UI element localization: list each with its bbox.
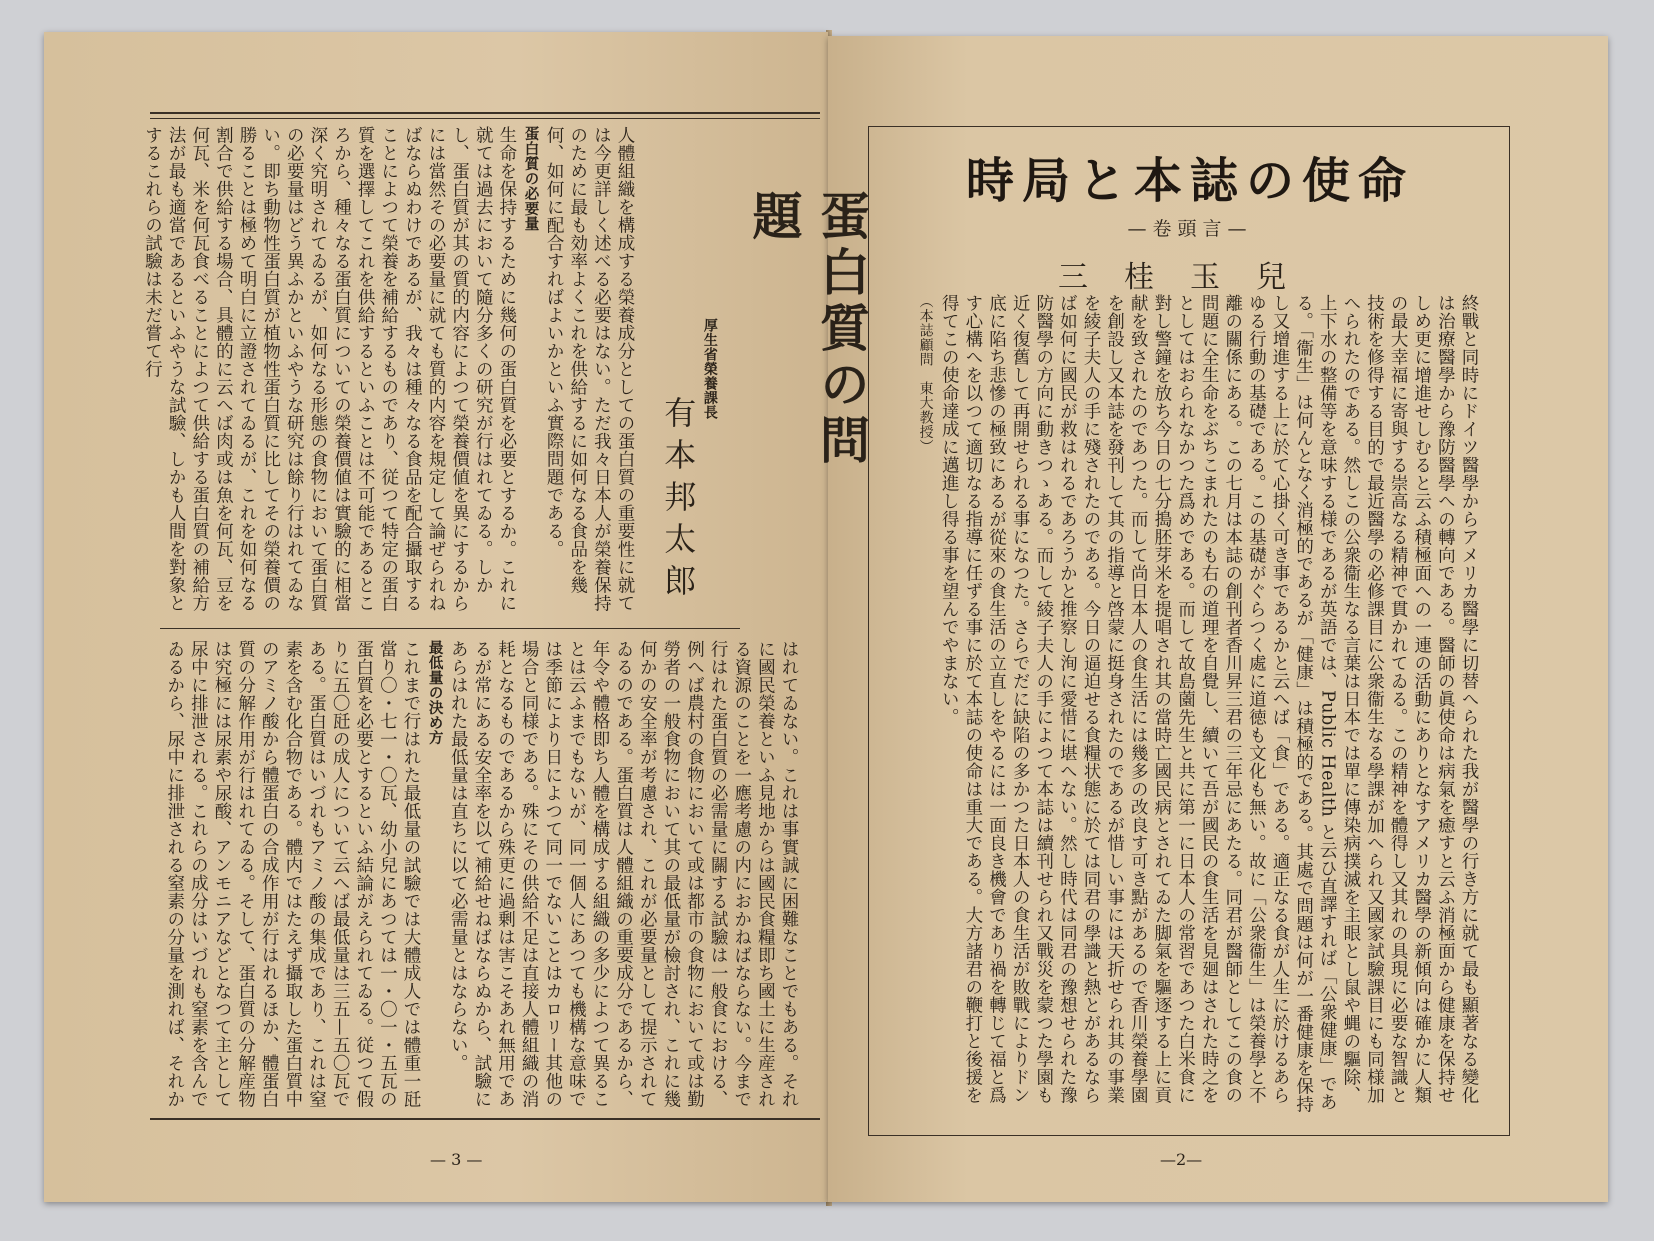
left-page-number: — 3 —: [430, 1150, 483, 1169]
lower-paragraph: はれてゐない。これは事實誠に困難なことでもある。それに國民榮養といふ見地からは國民食糧即ち國土に生産される資源のことを一應考慮の内におかねばならない。今まで行はれた蛋白質の必需量に關する試驗は一般食における、例へば農村の食物において或は都市の食物において或は勤勞者の一般食物において其の最低量が檢討され、これに幾何かの安全率が考慮され、これが必要量として提示されてゐるのである。蛋白質は人體組織の重要成分であるから、年令や體格即ち人體を構成する組織の多少によつて異ることは云ふまでもないが、同一個人にあつても機構な意味では季節により日によつて同一でないことはカロリー其他の場合と同様である。殊にその供給不足は直接人體組織の消耗となるものであるから殊更に過剰は害こそあれ無用であるが常にある安全率を以て補給せねばならぬから、試驗にあらはれた最低量は直ちに以て必需量とはならない。: [448, 640, 799, 1108]
subhead-protein-requirement: 蛋白質の必要量: [522, 126, 540, 231]
article-lower-body: [160, 640, 800, 1110]
editorial-body: [900, 294, 1480, 1114]
editorial-title: 時局と本誌の使命: [965, 153, 1414, 209]
right-page-number: —2—: [1160, 1150, 1203, 1169]
intro-paragraph: 人體組織を構成する榮養成分としての蛋白質の重要性に就ては今更詳しく述べる必要はない。ただ我々日本人が榮養保持のために最も効率よくこれを供給するに如何なる食品を幾何、如何に配合すればよいかといふ實際問題である。: [544, 126, 635, 612]
subhead-minimum-amount: 最低量の決め方: [426, 640, 444, 745]
article-title: 蛋白質の問題: [744, 190, 871, 470]
author-name: 有本邦太郎: [659, 396, 698, 606]
article-upper-body: [142, 126, 636, 616]
editorial-subtitle: —卷頭言—: [1127, 218, 1253, 240]
left-middle-rule: [160, 628, 740, 629]
left-bottom-rule: [150, 1118, 820, 1120]
left-top-rule-thin: [150, 118, 820, 119]
minimum-paragraph: これまで行はれた最低量の試驗では大體成人では體重一瓩當り〇・七一・〇瓦、幼小兒にあつては一・〇一・五瓦の蛋白質を必要とするといふ結論がえられてゐる。従つて假りに五〇瓩の成人について云へば最低量は三五—五〇瓦である。蛋白質はいづれもアミノ酸の集成であり、これは窒素を含む化合物である。體内ではたえず攝取した蛋白質中のアミノ酸から體蛋白の合成作用が行はれるほか、體蛋白質の分解作用が行はれてゐる。そして、蛋白質の分解産物は究極には尿素や尿酸、アンモニアなどとなつて主として尿中に排泄される。これらの成分はいづれも窒素を含んでゐるから、尿中に排泄される窒素の分量を測れば、それか: [164, 640, 421, 1108]
requirement-paragraph: 生命を保持するために幾何の蛋白質を必要とするか。これに就ては過去において隨分多くの研究が行はれてゐる。しかし、蛋白質が其の質的内容によつて榮養價値を異にするからには當然その必要量に就ても質的内容を規定して論ぜられねばならぬわけであるが、我々は種々なる食品を配合攝取することによつて榮養を補給するものであり、従つて特定の蛋白質を選擇してこれを供給するといふことは不可能であるところから、種々なる蛋白質についての榮養價値は實驗的に相當深く究明されてゐるが、如何なる形態の食物において蛋白質の必要量はどう異ふかといふやうな研究は餘り行はれてゐない。即ち動物性蛋白質が植物性蛋白質に比してその榮養價の勝ることは極めて明白に立證されてゐるが、これを如何なる割合で供給する場合、具體的に云へば肉或は魚を何瓦、豆を何瓦、米を何瓦食べることによつて供給する蛋白質の補給方法が最も適當であるといふやうな試驗、しかも人間を對象とするこれらの試驗は未だ嘗て行: [142, 126, 517, 612]
left-top-rule: [150, 112, 820, 114]
editorial-text: 終戰と同時にドイツ醫學からアメリカ醫學に切替へられた我が醫學の行き方に就て最も顯著なる變化は治療醫學から豫防醫學への轉向である。醫師の眞使命は病氣を癒すと云ふ消極面から健康を保持せしめ更に增進せしむると云ふ積極面への一連の活動にありとなすアメリカ醫學の新傾向は確かに人類の最大幸福に寄與する崇高なる精神で貫かれてゐる。この精神を體得し又其れの具現に必要な智識と技術を修得する目的で最近醫學の必修課目に公衆衞生なる學課が加へられ又國家試驗課目にも同様加へられたのである。然しこの公衆衞生なる言葉は日本では單に傳染病撲滅を主眼とし鼠や蝿の驅除、上下水の整備等を意味する様であるが英語では、Public Health と云ひ直譯すれば「公衆健康」である。「衞生」は何んとなく消極的であるが「健康」は積極的である。其處で問題は何が一番健康を保持し又增進する上に於て心掛く可き事であるかと云へば「食」である。適正なる食が人生に於けるあらゆる行動の基礎である。この基礎がぐらつく處に道徳も文化も無い。故に「公衆衞生」は榮養學と不離の關係にある。この七月は本誌の創刊者香川昇三君の三年忌にあたる。同君が醫師としてこの食の問題に全生命をぶちこまれたのも右の道理を自覺し、續いて吾が國民の食生活を見廻はされた時之をとしてはおられなかつた爲めである。而して故島薗先生と共に第一に日本人の常習であつた白米食に對し警鐘を放ち今日の七分搗胚芽米を提唱され其の當時亡國民病とされてゐた脚氣を驅逐する上に貢献を致されたのであつた。而して尚日本人の食生活には幾多の改良す可き點があるので香川榮養學園を創設し又本誌を發刊して其の指導と啓蒙に挺身されたのであるが惜しい事には天折せられ其の事業を綾子夫人の手に殘されたのである。今日の逼迫せる食糧状態に於ては同君の學識と熱とがあるならば如何に國民が救はれるであろうかと推察し洵に愛惜に堪へない。然し時代は同君の豫想せられた豫防醫學の方向に動きつゝある。而して綾子夫人の手によつて本誌は續刊せられ又戰災を蒙つた學園も近く復舊して再開せられる事になつた。さらでだに缺陷の多かつた日本人の食生活が敗戰によりドン底に陷ち悲慘の極致にあるが從來の食生活の立直しをやるには一面良き機會であり禍を轉じて福と爲す心構へを以つて適切なる指導に任ずる事に於て本誌の使命は重大である。大方諸君の鞭打と後援を得てこの使命達成に邁進し得る事を望んでやまない。: [939, 294, 1479, 1114]
author-note: （本誌顧問 東大教授）: [917, 294, 934, 454]
editorial-author: 三桂玉兒: [1058, 260, 1322, 295]
author-affiliation: 厚生省榮養課長: [701, 318, 718, 420]
